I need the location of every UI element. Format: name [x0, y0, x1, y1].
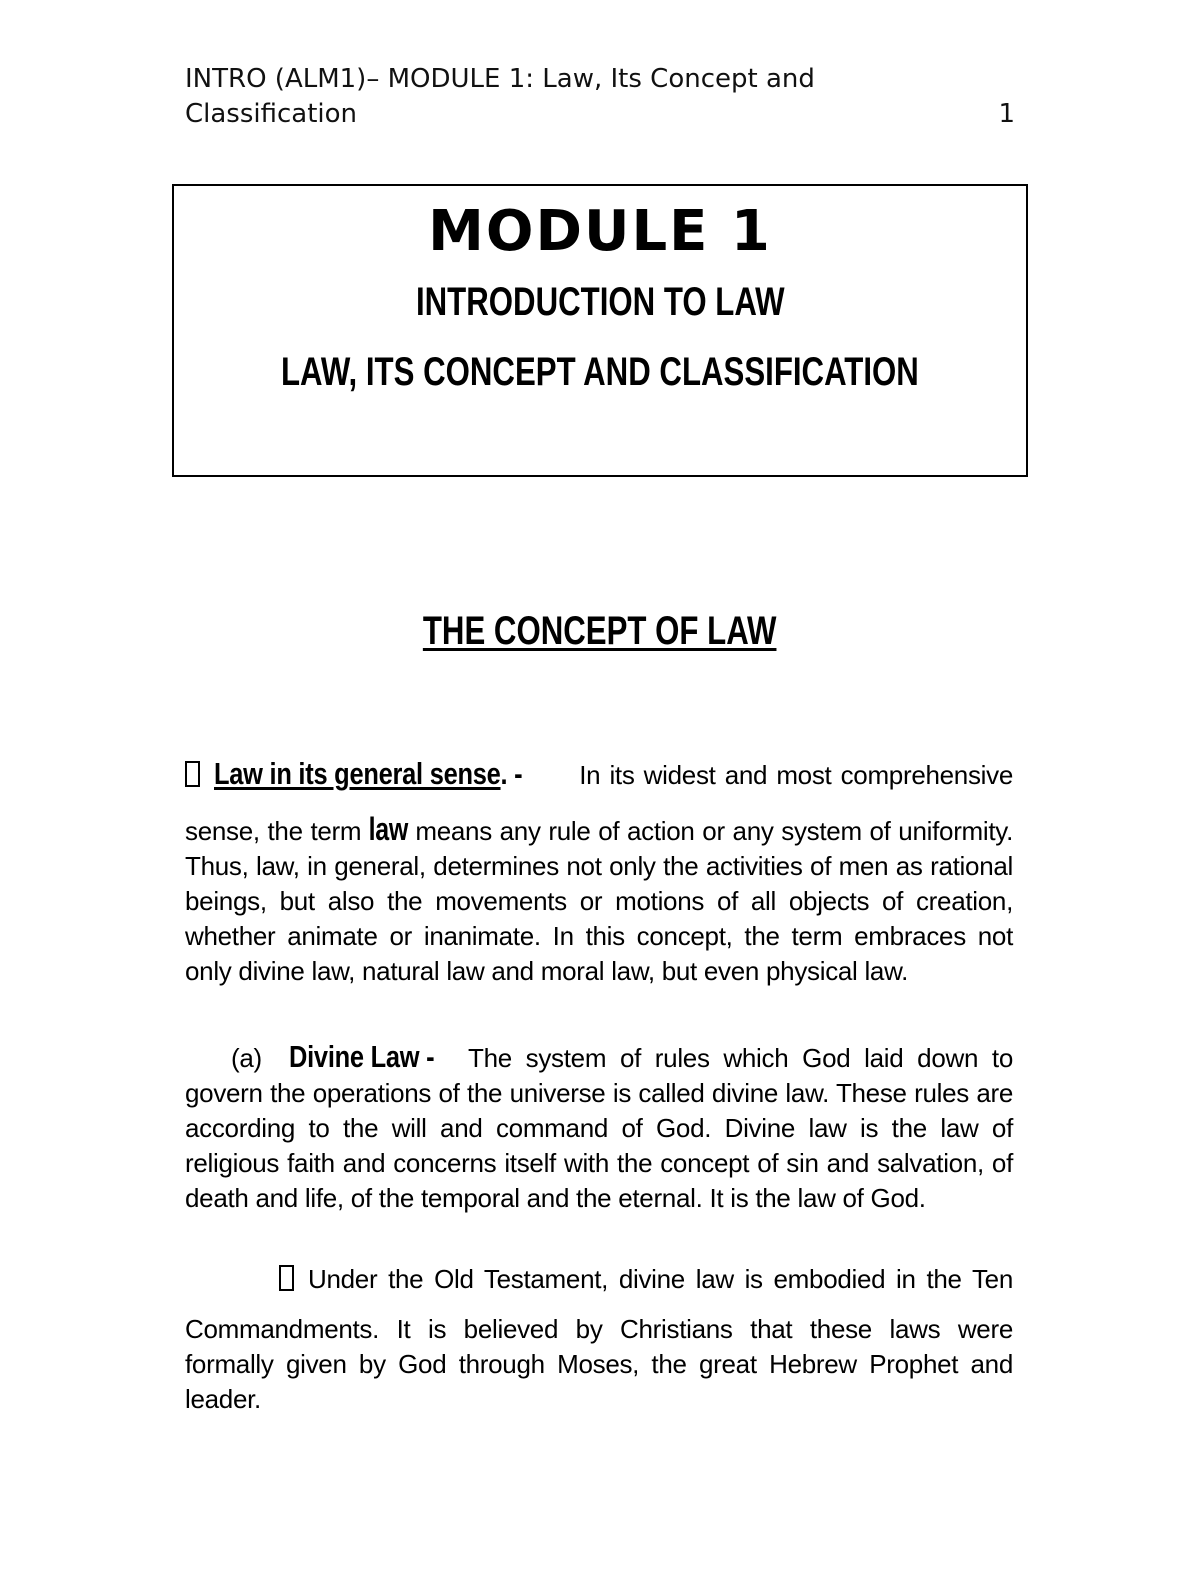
divine-law-term: Divine Law - [289, 1039, 435, 1074]
general-sense-term: Law in its general sense. - [214, 756, 523, 791]
old-testament-lead: Under the Old Testament, divine law is embodied in the Ten [308, 1264, 1013, 1294]
old-testament-first-line [185, 1262, 1013, 1297]
bullet-box-icon [185, 761, 200, 787]
general-sense-lead: In its widest and most comprehensive [579, 760, 1013, 790]
general-sense-pre-term: sense, the term [185, 816, 369, 846]
module-title: MODULE 1 [428, 199, 772, 264]
general-sense-inline-term: law [368, 811, 409, 847]
bullet-box-icon-2 [279, 1265, 294, 1291]
section-heading-text: THE CONCEPT OF LAW [423, 609, 777, 653]
general-sense-body: means any rule of action or any system of uniformity. Thus, law, in general, determines not only the activities of men as rational beings, but also the movements or motions of all objects of creation, whether animate or inanimate. In this concept, the term embraces not only divine law, natural law and moral law, but even physical law. [185, 816, 1013, 986]
section-heading [0, 606, 1200, 656]
header-title-line2: Classification [185, 99, 358, 129]
divine-law-marker: (a) [231, 1043, 262, 1073]
header-title-line1: INTRO (ALM1)– MODULE 1: Law, Its Concept and [185, 64, 815, 94]
general-sense-first-line [185, 756, 1013, 793]
old-testament-paragraph [185, 1262, 1013, 1417]
general-sense-paragraph [185, 756, 1013, 989]
page-header [185, 62, 1015, 132]
divine-law-body: The system of rules which God laid down to govern the operations of the universe is called divine law. These rules are according to the will and command of God. Divine law is the law of religious faith and concerns itself with the concept of sin and salvation, of death and life, of the temporal and the eternal. It is the law of God. [185, 1043, 1013, 1213]
old-testament-body: Commandments. It is believed by Christians that these laws were formally given by God through Moses, the great Hebrew Prophet and leader. [185, 1314, 1013, 1414]
page-number: 1 [998, 99, 1015, 129]
divine-law-paragraph [185, 1039, 1013, 1216]
module-subtitle-intro-text: INTRODUCTION TO LAW [415, 280, 785, 324]
module-subtitle-intro [174, 278, 1026, 326]
module-subtitle-concept [174, 348, 1026, 396]
module-title-box [172, 184, 1028, 477]
header-line2 [185, 97, 1015, 132]
module-subtitle-concept-text: LAW, ITS CONCEPT AND CLASSIFICATION [281, 350, 919, 394]
